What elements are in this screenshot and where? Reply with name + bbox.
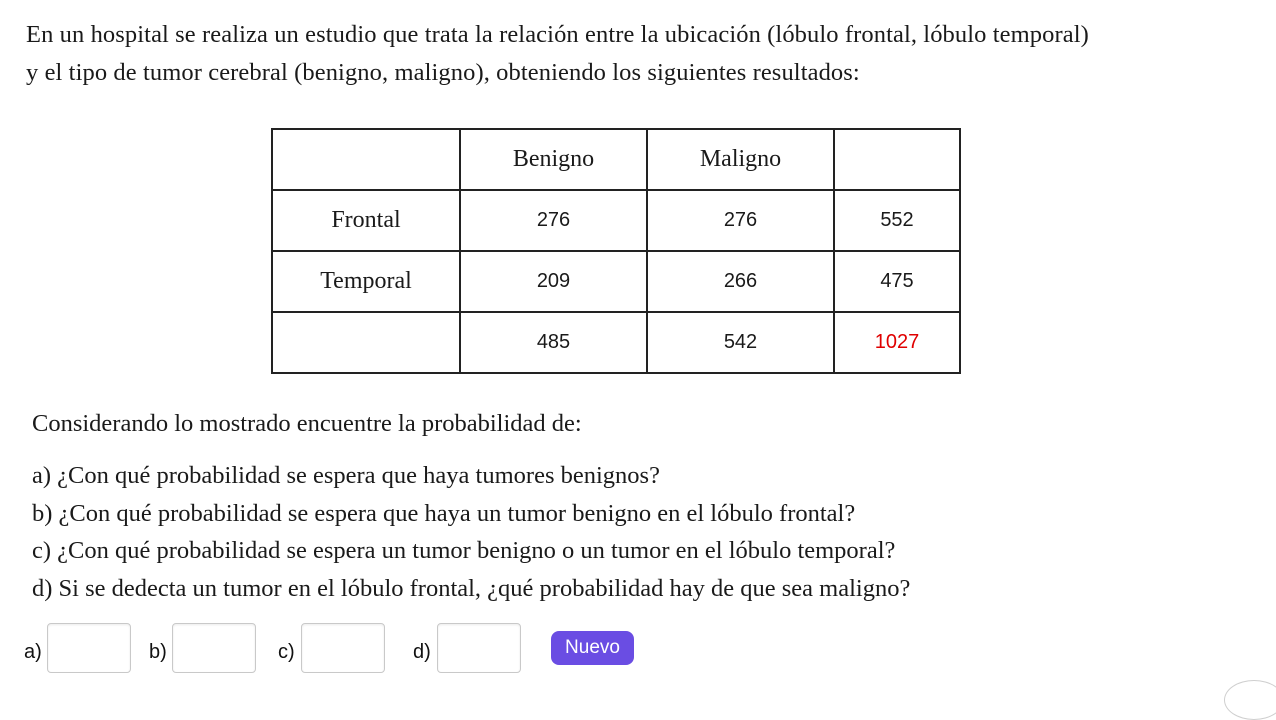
header-total (834, 129, 960, 190)
new-problem-button[interactable]: Nuevo (551, 631, 634, 665)
intro-line-2: y el tipo de tumor cerebral (benigno, maligno), obteniendo los siguientes resultados: (26, 59, 860, 86)
cell-frontal-benigno: 276 (460, 190, 647, 251)
question-d: d) Si se dedecta un tumor en el lóbulo frontal, ¿qué probabilidad hay de que sea maligno? (32, 574, 911, 602)
answer-b-label: b) (149, 641, 167, 663)
question-list (32, 457, 910, 607)
answer-bar (0, 620, 1276, 680)
row-label-frontal: Frontal (272, 190, 460, 251)
contingency-table (271, 128, 961, 374)
cell-total-benigno: 485 (460, 312, 647, 373)
question-c: c) ¿Con qué probabilidad se espera un tumor benigno o un tumor en el lóbulo temporal? (32, 537, 896, 564)
answer-c-input[interactable] (301, 623, 385, 673)
intro-line-1: En un hospital se realiza un estudio que trata la relación entre la ubicación (lóbulo frontal, lóbulo temporal) (26, 21, 1089, 48)
question-a: a) ¿Con qué probabilidad se espera que haya tumores benignos? (32, 462, 660, 489)
table-row (272, 312, 960, 373)
table-row (272, 251, 960, 312)
cell-grand-total: 1027 (834, 312, 960, 373)
header-benigno: Benigno (460, 129, 647, 190)
answer-a-label: a) (24, 641, 42, 663)
cell-frontal-maligno: 276 (647, 190, 834, 251)
row-label-totals (272, 312, 460, 373)
scroll-corner-decoration (1224, 680, 1276, 720)
cell-temporal-benigno: 209 (460, 251, 647, 312)
header-maligno: Maligno (647, 129, 834, 190)
cell-frontal-total: 552 (834, 190, 960, 251)
header-corner-cell (272, 129, 460, 190)
question-prompt: Considerando lo mostrado encuentre la probabilidad de: (32, 410, 582, 437)
answer-d-label: d) (413, 641, 431, 663)
answer-b-input[interactable] (172, 623, 256, 673)
answer-a-input[interactable] (47, 623, 131, 673)
answer-d-input[interactable] (437, 623, 521, 673)
row-label-temporal: Temporal (272, 251, 460, 312)
cell-temporal-total: 475 (834, 251, 960, 312)
table-header-row (272, 129, 960, 190)
question-b: b) ¿Con qué probabilidad se espera que haya un tumor benigno en el lóbulo frontal? (32, 499, 856, 527)
table-row (272, 190, 960, 251)
cell-total-maligno: 542 (647, 312, 834, 373)
answer-c-label: c) (278, 641, 295, 663)
cell-temporal-maligno: 266 (647, 251, 834, 312)
problem-statement (26, 16, 1271, 92)
